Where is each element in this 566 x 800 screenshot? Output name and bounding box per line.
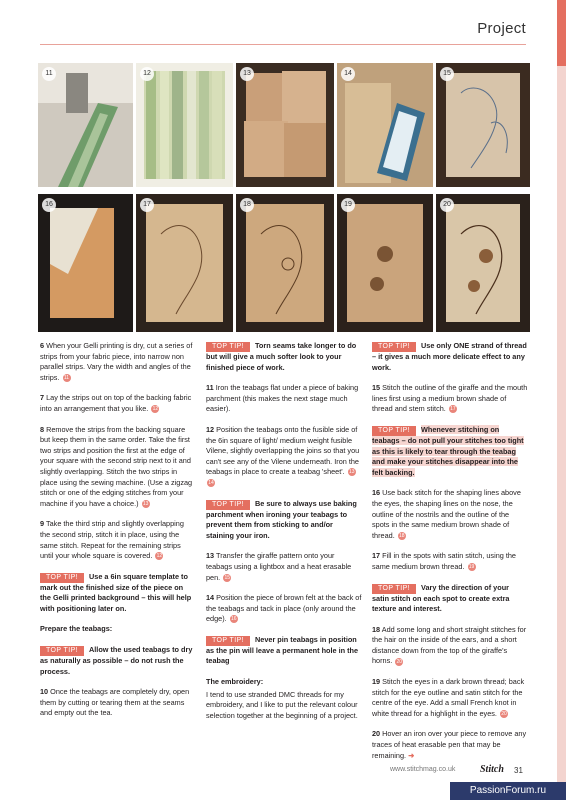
photo-number-badge: 14 <box>341 67 355 81</box>
photo-ref-badge: 14 <box>208 480 214 487</box>
outline-stitch-image <box>136 194 233 332</box>
step-photo-14 <box>337 63 433 187</box>
subheading-embroidery: The embroidery: <box>206 677 264 687</box>
top-tip-label: TOP TIP! <box>372 426 416 436</box>
text-column-2 <box>206 341 362 731</box>
footer-url: www.stitchmag.co.uk <box>390 766 456 773</box>
back-stitch-image <box>236 194 334 332</box>
felt-backing-image <box>38 194 133 332</box>
section-title: Project <box>477 20 526 37</box>
photo-ref-badge: 19 <box>468 563 475 570</box>
top-tip-label: TOP TIP! <box>206 500 250 510</box>
step-20: 20 Hover an iron over your piece to remove any traces of heat erasable pen that may be remaining. ➜ <box>372 729 527 760</box>
photo-ref-badge: 18 <box>398 532 405 539</box>
photo-number-badge: 17 <box>140 198 154 212</box>
step-6: 6 When your Gelli printing is dry, cut a series of strips from your fabric piece, into narrow non parallel strips. Vary the width and angles of the strips. 11 <box>40 341 193 382</box>
step-12: 12 Position the teabags onto the fusible side of the 6in square of light/ medium weight fusible Vilene, slightly overlapping the joins so that you can't see any of the Vilene underneath. Iron the teabags in place to create a teabag 'sheet'. 1314 <box>206 424 360 487</box>
photo-number-badge: 20 <box>440 198 454 212</box>
photo-ref-badge: 20 <box>396 658 403 665</box>
photo-number-badge: 11 <box>42 67 56 81</box>
footer-brand-logo: Stitch <box>480 764 504 775</box>
step-photo-11 <box>38 63 133 187</box>
photo-number-badge: 19 <box>341 198 355 212</box>
photo-number-badge: 13 <box>240 67 254 81</box>
photo-ref-badge: 13 <box>142 500 149 507</box>
top-tip: TOP TIP! Never pin teabags in position as the pin will leave a permanent hole in the teabag <box>206 634 359 666</box>
page-number: 31 <box>514 766 523 775</box>
top-tip: TOP TIP! Use a 6in square template to mark out the finished size of the piece on the Gelli printed background – this will help with positioning later on. <box>40 571 192 613</box>
step-15: 15 Stitch the outline of the giraffe and the mouth lines first using a medium brown shade of thread and stem stitch. 17 <box>372 383 528 414</box>
top-tip: TOP TIP! Whenever stitching on teabags – do not pull your stitches too tight as this is likely to tear through the teabag and make your stitches disappear into the felt backing. <box>372 424 524 477</box>
step-photo-12 <box>136 63 233 187</box>
embroidery-intro: I tend to use stranded DMC threads for my embroidery, and I like to put the relevant colour selection together at the beginning of a project. <box>206 689 358 720</box>
continue-arrow-icon: ➜ <box>408 750 415 760</box>
photo-number-badge: 18 <box>240 198 254 212</box>
ironing-image <box>337 63 433 187</box>
photo-ref-badge: 20 <box>501 710 507 717</box>
top-tip-label: TOP TIP! <box>372 584 416 594</box>
photo-number-badge: 15 <box>440 67 454 81</box>
step-8: 8 Remove the strips from the backing square but keep them in the same order. Take the first two strips and position the first at the edge of your square with the second strip next to it and slightly overlapping. Stitch the two strips in place using the sewing machine. (Use a zigzag stitch or one of the edging stitches from your machine if you have a choice.) 13 <box>40 424 193 508</box>
step-13: 13 Transfer the giraffe pattern onto your teabags using a lightbox and a heat erasable pen. 15 <box>206 551 352 582</box>
step-photo-20 <box>436 194 530 332</box>
side-color-tab <box>557 0 566 800</box>
text-column-3 <box>372 341 528 771</box>
teabags-image <box>236 63 334 187</box>
step-photo-17 <box>136 194 233 332</box>
step-photo-16 <box>38 194 133 332</box>
top-tip-label: TOP TIP! <box>206 636 250 646</box>
photo-ref-badge: 11 <box>63 374 70 381</box>
header-rule <box>40 44 526 45</box>
step-10: 10 Once the teabags are completely dry, open them by cutting or tearing them at the seams and empty out the tea. <box>40 687 190 718</box>
sewing-machine-image <box>38 63 133 187</box>
step-photo-15 <box>436 63 530 187</box>
watermark: PassionForum.ru <box>450 782 566 800</box>
photo-number-badge: 16 <box>42 198 56 212</box>
step-16: 16 Use back stitch for the shaping lines above the eyes, the shaping lines on the nose, the outline of the nostrils and the outline of the spots in the same medium brown shade of thread. 18 <box>372 488 521 540</box>
step-14: 14 Position the piece of brown felt at the back of the teabags and tack in place (only around the edge). 16 <box>206 593 362 624</box>
top-tip-label: TOP TIP! <box>206 342 250 352</box>
photo-ref-badge: 15 <box>224 574 231 581</box>
top-tip: TOP TIP! Vary the direction of your satin stitch on each spot to create extra texture and interest. <box>372 582 510 614</box>
text-column-1 <box>40 341 195 729</box>
step-photo-19 <box>337 194 433 332</box>
top-tip-label: TOP TIP! <box>372 342 416 352</box>
top-tip-label: TOP TIP! <box>40 646 84 656</box>
step-19: 19 Stitch the eyes in a dark brown thread; back stitch for the eye outline and satin stitch for the centre of the eye. Add a small French knot in white thread for a highlight in the eyes. 20 <box>372 677 525 718</box>
step-photo-18 <box>236 194 334 332</box>
satin-stitch-image <box>337 194 433 332</box>
fabric-strips-image <box>136 63 233 187</box>
photo-ref-badge: 12 <box>156 553 163 560</box>
step-photo-13 <box>236 63 334 187</box>
top-tip: TOP TIP! Allow the used teabags to dry as naturally as possible – do not rush the process. <box>40 645 193 676</box>
photo-ref-badge: 13 <box>348 469 355 476</box>
step-7: 7 Lay the strips out on top of the backing fabric into an arrangement that you like. 12 <box>40 393 192 413</box>
photo-ref-badge: 16 <box>230 616 237 623</box>
top-tip-label: TOP TIP! <box>40 573 84 583</box>
step-18: 18 Add some long and short straight stitches for the hair on the inside of the ears, and a short distance down from the top of the giraffe's horns. 20 <box>372 624 527 666</box>
photo-number-badge: 12 <box>140 67 154 81</box>
pattern-traced-image <box>436 63 530 187</box>
step-9: 9 Take the third strip and slightly overlapping the second strip, stitch it in place, using the same stitch. Repeat for the remaining strips until your whole square is covered. 12 <box>40 519 184 561</box>
top-tip: TOP TIP! Torn seams take longer to do but will give a much softer look to your finished piece of work. <box>206 341 357 372</box>
photo-ref-badge: 12 <box>152 406 159 413</box>
finished-giraffe-image <box>436 194 530 332</box>
step-17: 17 Fill in the spots with satin stitch, using the same medium brown thread. 19 <box>372 551 516 571</box>
top-tip: TOP TIP! Use only ONE strand of thread – it gives a much more delicate effect to any work. <box>372 341 527 372</box>
side-tab-marker <box>557 0 566 66</box>
subheading-prepare-teabags: Prepare the teabags: <box>40 624 113 634</box>
step-11: 11 Iron the teabags flat under a piece of baking parchment (this makes the next stage much easier). <box>206 383 359 414</box>
photo-ref-badge: 17 <box>450 406 456 413</box>
top-tip: TOP TIP! Be sure to always use baking parchment when ironing your teabags to prevent them from sticking to and/or staining your iron. <box>206 498 357 540</box>
